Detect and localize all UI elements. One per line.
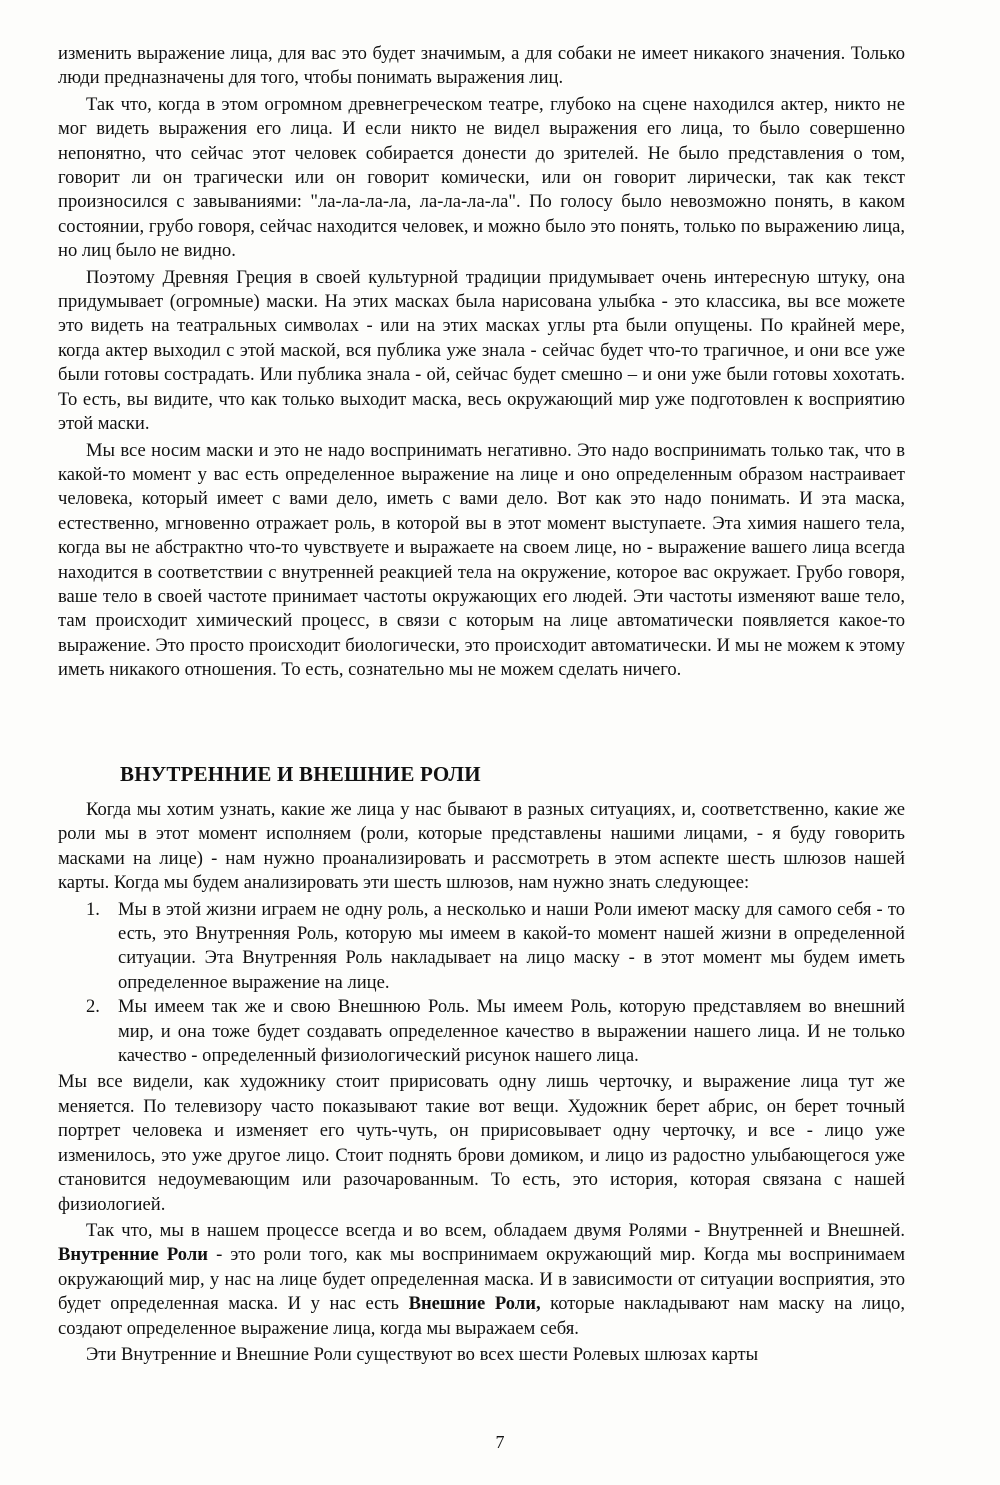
page-number: 7 (495, 1432, 505, 1452)
paragraph: Поэтому Древняя Греция в своей культурной традиции придумывает очень интересную штуку, она придумывает (огромные) маски. На этих масках была нарисована улыбка - это классика, вы все можете это видеть на театральных символах - или на этих масках углы рта были опущены. По крайней мере, когда актер выходил с этой маской, вся публика уже знала - сейчас будет что-то трагичное, и они все уже были готовы сострадать. Или публика знала - ой, сейчас будет смешно – и они уже были готовы хохотать. То есть, вы видите, что как только выходит маска, весь окружающий мир уже подготовлен к восприятию этой маски. (58, 266, 905, 435)
section-intro: Когда мы хотим узнать, какие же лица у нас бывают в разных ситуациях, и, соответственно, какие же роли мы в этот момент исполняем (роли, которые представлены нашими лицами, - я буду говорить масками на лице) - нам нужно проанализировать и рассмотреть в этом аспекте шесть шлюзов нашей карты. Когда мы будем анализировать эти шесть шлюзов, нам нужно знать следующее: (58, 799, 905, 894)
paragraph-last: Эти Внутренние и Внешние Роли существуют во всех шести Ролевых шлюзах карты (86, 1343, 759, 1365)
list-number: 2. (86, 996, 100, 1018)
list-item (86, 898, 905, 996)
text-block-bottom (58, 798, 905, 1369)
list-item (86, 995, 905, 1068)
paragraph-artist: Мы все видели, как художнику стоит пририсовать одну лишь черточку, и выражение лица тут же меняется. По телевизору часто показывают такие вот вещи. Художник берет абрис, он берет точный портрет человека и изменяет его чуть-чуть, он пририсовывает одну черточку, и все - лицо уже изменилось, это уже другое лицо. Стоит поднять брови домиком, и лицо из радостно улыбающегося уже становится недоумевающим или разочарованным. То есть, это история, которая связана с нашей физиологией. (58, 1071, 905, 1215)
roles-bold-inner: Внутренние Роли (58, 1244, 208, 1266)
list-number: 1. (86, 898, 100, 920)
list-item-text: Мы имеем так же и свою Внешнюю Роль. Мы имеем Роль, которую представляем во внешний мир, и она тоже будет создавать определенное качество в выражении нашего лица. И не только качество - определенный физиологический рисунок нашего лица. (118, 996, 905, 1067)
roles-list (58, 898, 905, 1069)
section-heading: ВНУТРЕННИЕ И ВНЕШНИЕ РОЛИ (120, 762, 481, 786)
roles-bold-outer: Внешние Роли, (408, 1293, 541, 1315)
roles-text-part3: которые накладывают нам маску на лицо, создают определенное выражение лица, когда мы выражаем себя. (58, 1293, 905, 1339)
roles-text-part2: - это роли того, как мы воспринимаем окружающий мир. Когда мы воспринимаем окружающий мир, у нас на лице будет определенная маска. И в зависимости от ситуации восприятия, это будет определенная маска. И у нас есть (58, 1244, 905, 1315)
paragraph: изменить выражение лица, для вас это будет значимым, а для собаки не имеет никакого значения. Только люди предназначены для того, чтобы понимать выражения лиц. (58, 43, 905, 89)
paragraph: Мы все носим маски и это не надо воспринимать негативно. Это надо воспринимать только так, что в какой-то момент у вас есть определенное выражение на лице и оно определенным образом настраивает человека, который имеет с вами дело, иметь с вами дело. Вот как это надо понимать. И эта маска, естественно, мгновенно отражает роль, в которой вы в этот момент выступаете. Эта химия нашего тела, когда вы не абстрактно что-то чувствуете и выражаете на своем лице, но - выражение вашего лица всегда находится в соответствии с внутренней реакцией тела на окружение, которое вас окружает. Грубо говоря, ваше тело в своей частоте принимает частоты окружающих его людей. Эти частоты изменяют ваше тело, там происходит химический процесс, в связи с которым на лице автоматически появляется какое-то выражение. Это просто происходит биологически, это происходит автоматически. И мы не можем к этому иметь никакого отношения. То есть, сознательно мы не можем сделать ничего. (58, 439, 905, 681)
paragraph: Так что, когда в этом огромном древнегреческом театре, глубоко на сцене находился актер, никто не мог видеть выражения его лица. И если никто не видел выражения его лица, то было совершенно непонятно, что сейчас этот человек собирается донести до зрителей. Не было представления о том, говорит ли он трагически или он говорит комически, или он говорит лирически, так как текст произносился с завываниями: "ла-ла-ла-ла, ла-ла-ла-ла". По голосу было невозможно понять, в каком состоянии, грубо говоря, сейчас находится человек, и можно было это понять, только по выражению лица, но лиц было не видно. (58, 93, 905, 262)
paragraph-roles (58, 1219, 905, 1341)
list-item-text: Мы в этой жизни играем не одну роль, а несколько и наши Роли имеют маску для самого себя - то есть, это Внутренняя Роль, которую мы имеем в какой-то момент нашей жизни в определенной ситуации. Эта Внутренняя Роль накладывает на лицо маску - в этот момент мы будем иметь определенное выражение на лице. (118, 898, 905, 993)
text-block-top (58, 42, 905, 685)
roles-text-part1: Так что, мы в нашем процессе всегда и во всем, обладаем двумя Ролями - Внутренней и Внешней. (86, 1219, 905, 1241)
